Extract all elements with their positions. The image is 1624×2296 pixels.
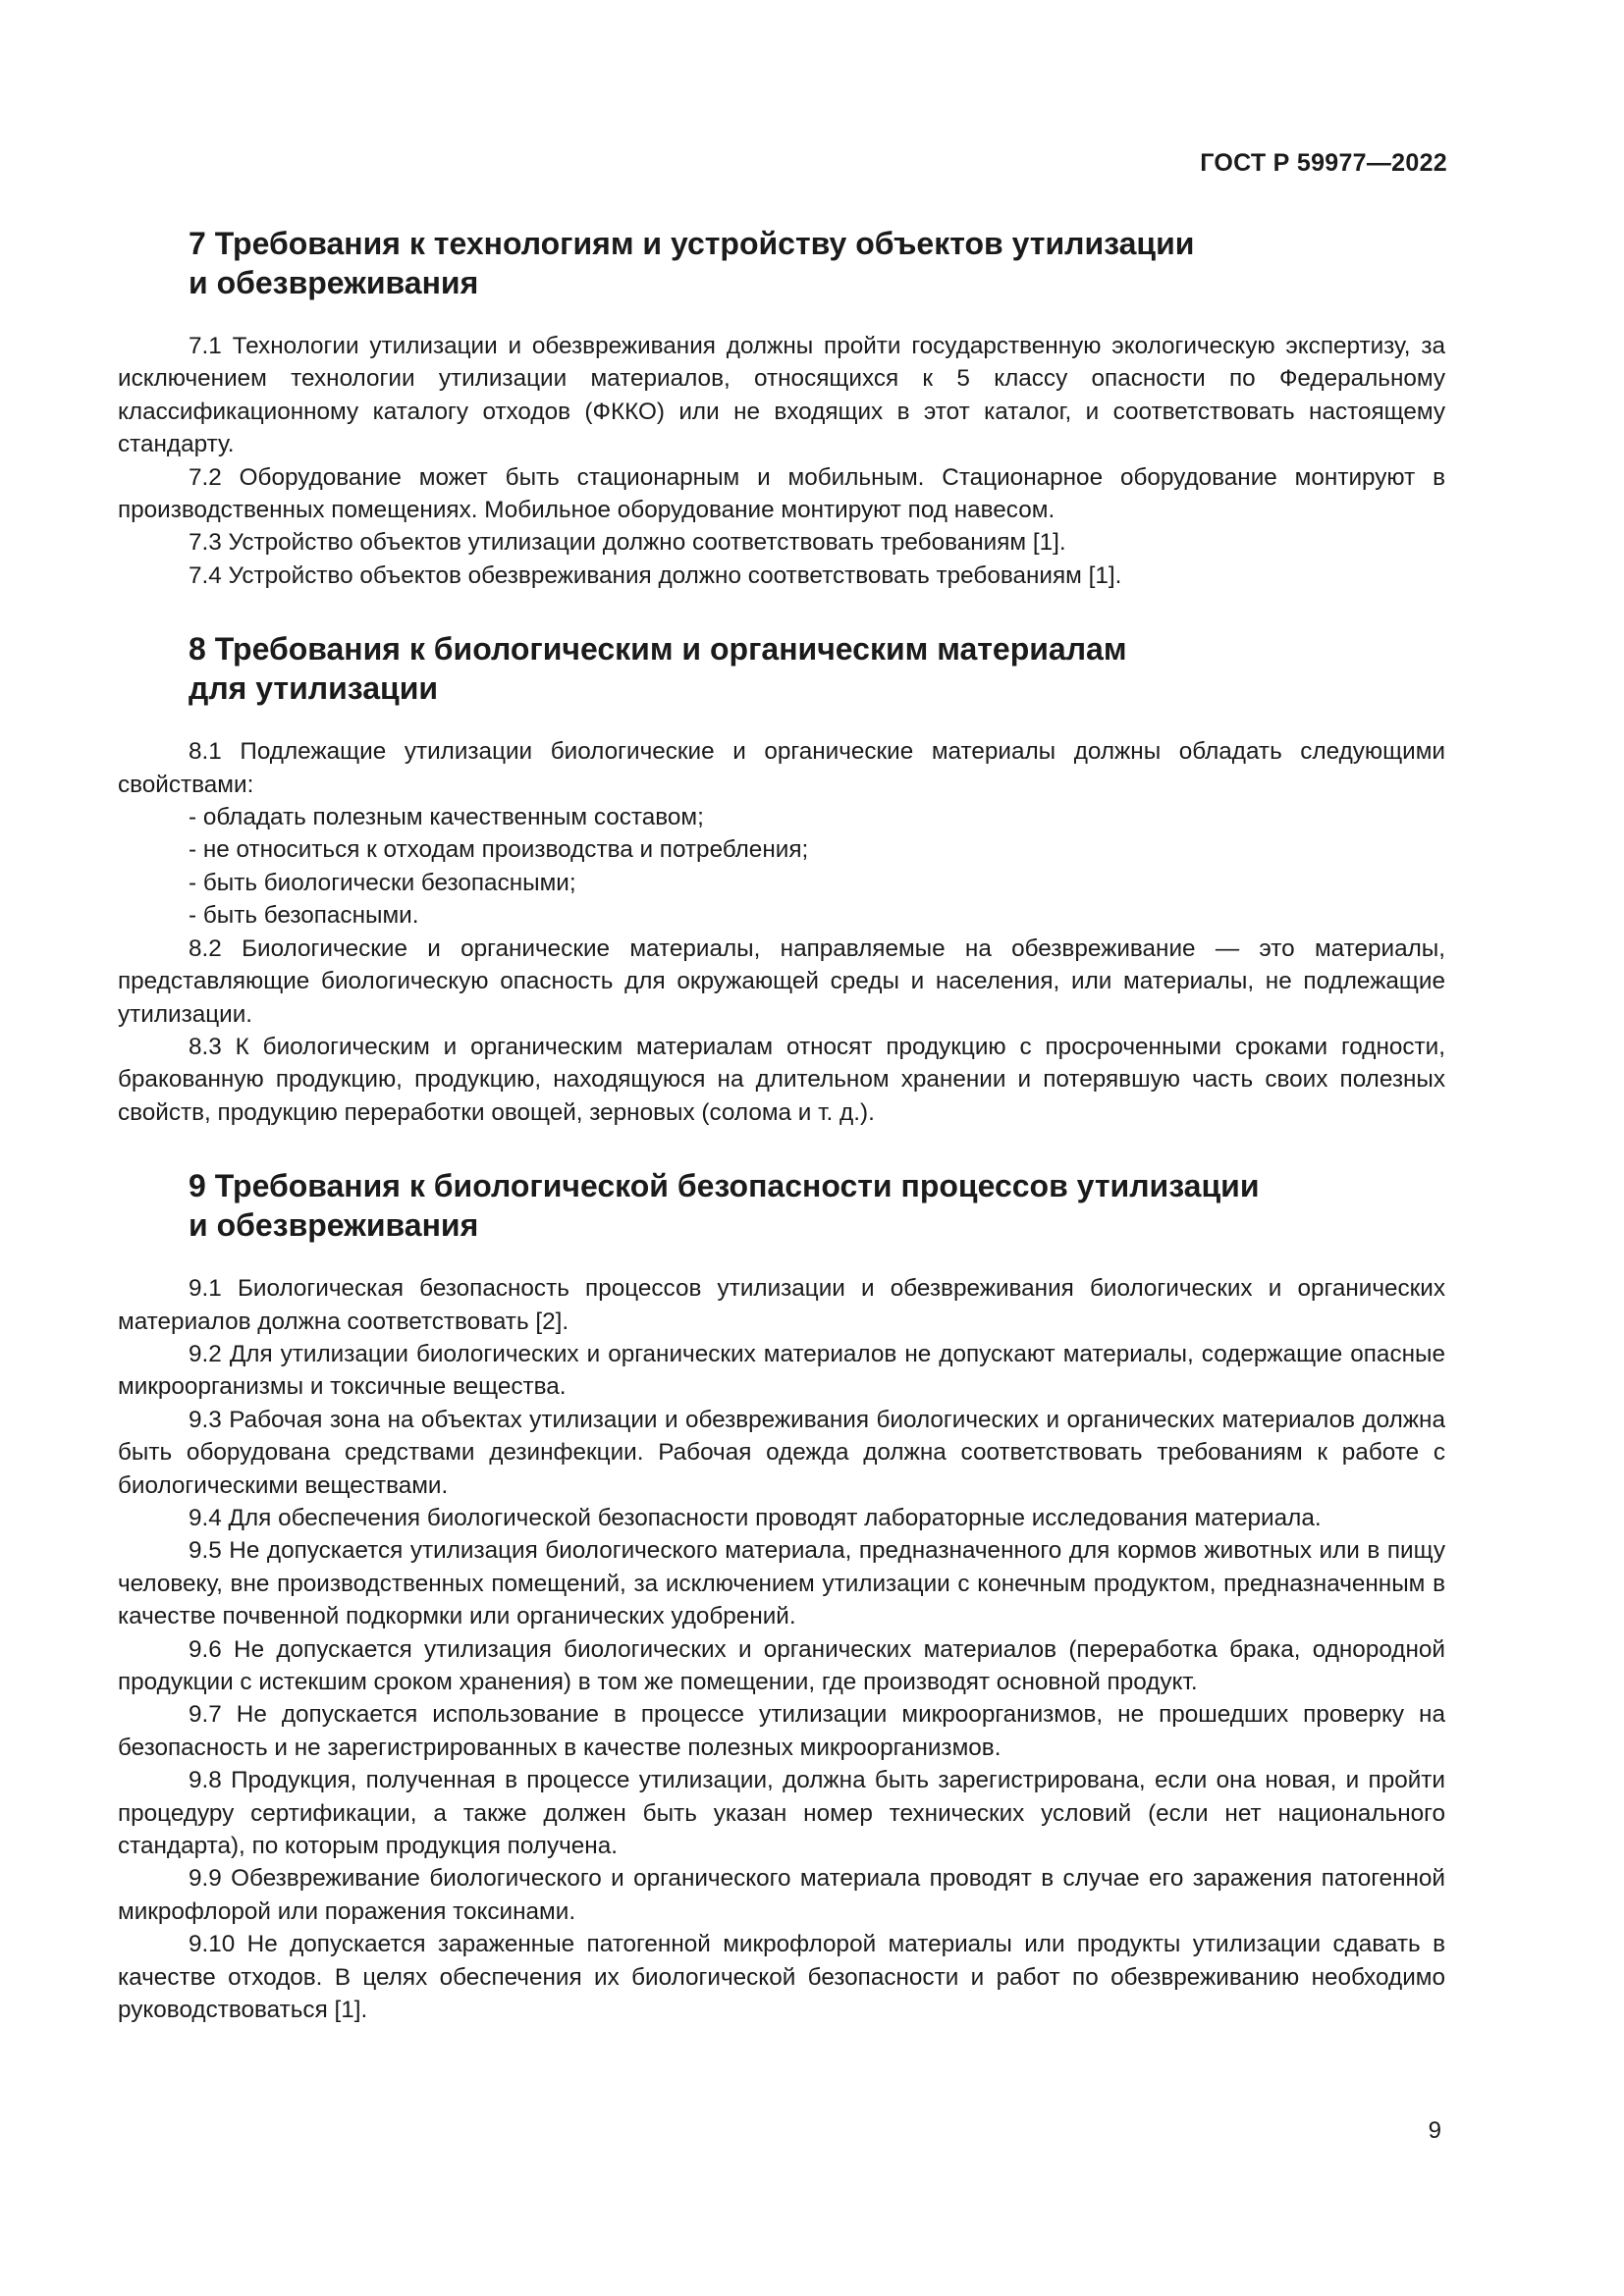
list-item: - не относиться к отходам производства и потребления; <box>189 836 809 864</box>
paragraph-9-6: 9.6 Не допускается утилизация биологических и органических материалов (переработка брака, однородной продукции с истекшим сроком хранения) в том же помещении, где производят основной продукт. <box>118 1635 1445 1695</box>
paragraph-8-3: 8.3 К биологическим и органическим материалам относят продукцию с просроченными сроками годности, бракованную продукцию, продукцию, находящуюся на длительном хранении и потерявшую часть своих полезных свойств, продукцию переработки овощей, зерновых (солома и т. д.). <box>118 1033 1445 1126</box>
paragraph-9-2: 9.2 Для утилизации биологических и органических материалов не допускают материалы, содержащие опасные микроорганизмы и токсичные вещества. <box>118 1340 1445 1401</box>
paragraph-7-4: 7.4 Устройство объектов обезвреживания должно соответствовать требованиям [1]. <box>189 561 1122 589</box>
paragraph-9-4: 9.4 Для обеспечения биологической безопасности проводят лабораторные исследования материала. <box>189 1504 1322 1531</box>
section-title-line: 8 Требования к биологическим и органическим материалам <box>189 631 1127 667</box>
page-number: 9 <box>1428 2117 1441 2144</box>
document-body <box>118 224 1445 2026</box>
list-item: - обладать полезным качественным составом; <box>189 804 704 831</box>
paragraph-9-7: 9.7 Не допускается использование в процессе утилизации микроорганизмов, не прошедших проверку на безопасность и не зарегистрированных в качестве полезных микроорганизмов. <box>118 1701 1445 1761</box>
paragraph-9-5: 9.5 Не допускается утилизация биологического материала, предназначенного для кормов животных или в пищу человеку, вне производственных помещений, за исключением утилизации с конечным продуктом, предназначенным в качестве почвенной подкормки или органических удобрений. <box>118 1537 1445 1630</box>
section-title-line: 7 Требования к технологиям и устройству объектов утилизации <box>189 226 1195 261</box>
paragraph-9-10: 9.10 Не допускается зараженные патогенной микрофлорой материалы или продукты утилизации сдавать в качестве отходов. В целях обеспечения их биологической безопасности и работ по обезвреживанию необходимо руководствоваться [1]. <box>118 1931 1445 2024</box>
paragraph-8-2: 8.2 Биологические и органические материалы, направляемые на обезвреживание — это материалы, представляющие биологическую опасность для окружающей среды и населения, или материалы, не подлежащие утилизации. <box>118 934 1445 1028</box>
section-title <box>118 224 1445 302</box>
section-title <box>118 1166 1445 1245</box>
section-title-line: 9 Требования к биологической безопасности процессов утилизации <box>189 1168 1260 1204</box>
list-item: - быть биологически безопасными; <box>189 869 576 896</box>
paragraph-8-1: 8.1 Подлежащие утилизации биологические и органические материалы должны обладать следующими свойствами: <box>118 738 1445 798</box>
paragraph-9-8: 9.8 Продукция, полученная в процессе утилизации, должна быть зарегистрирована, если она новая, и пройти процедуру сертификации, а также должен быть указан номер технических условий (если нет национального стандарта), по которым продукция получена. <box>118 1767 1445 1860</box>
list-item: - быть безопасными. <box>189 902 419 930</box>
paragraph-7-3: 7.3 Устройство объектов утилизации должно соответствовать требованиям [1]. <box>189 529 1066 557</box>
section-title <box>118 629 1445 708</box>
section-8 <box>118 629 1445 1129</box>
paragraph-9-1: 9.1 Биологическая безопасность процессов утилизации и обезвреживания биологических и органических материалов должна соответствовать [2]. <box>118 1275 1445 1335</box>
section-title-line: для утилизации <box>189 670 439 707</box>
paragraph-7-2: 7.2 Оборудование может быть стационарным и мобильным. Стационарное оборудование монтируют в производственных помещениях. Мобильное оборудование монтируют под навесом. <box>118 463 1445 524</box>
paragraph-9-9: 9.9 Обезвреживание биологического и органического материала проводят в случае его заражения патогенной микрофлорой или поражения токсинами. <box>118 1865 1445 1925</box>
section-9 <box>118 1166 1445 2026</box>
section-7 <box>118 224 1445 592</box>
document-code: ГОСТ Р 59977—2022 <box>1200 149 1447 177</box>
paragraph-9-3: 9.3 Рабочая зона на объектах утилизации и обезвреживания биологических и органических материалов должна быть оборудована средствами дезинфекции. Рабочая одежда должна соответствовать требованиям к работе с биологическими веществами. <box>118 1406 1445 1499</box>
section-title-line: и обезвреживания <box>189 1207 479 1244</box>
section-title-line: и обезвреживания <box>189 265 479 300</box>
paragraph-7-1: 7.1 Технологии утилизации и обезвреживания должны пройти государственную экологическую экспертизу, за исключением технологии утилизации материалов, относящихся к 5 классу опасности по Федеральному классификационному каталогу отходов (ФККО) или не входящих в этот каталог, и соответствовать настоящему стандарту. <box>118 333 1445 458</box>
